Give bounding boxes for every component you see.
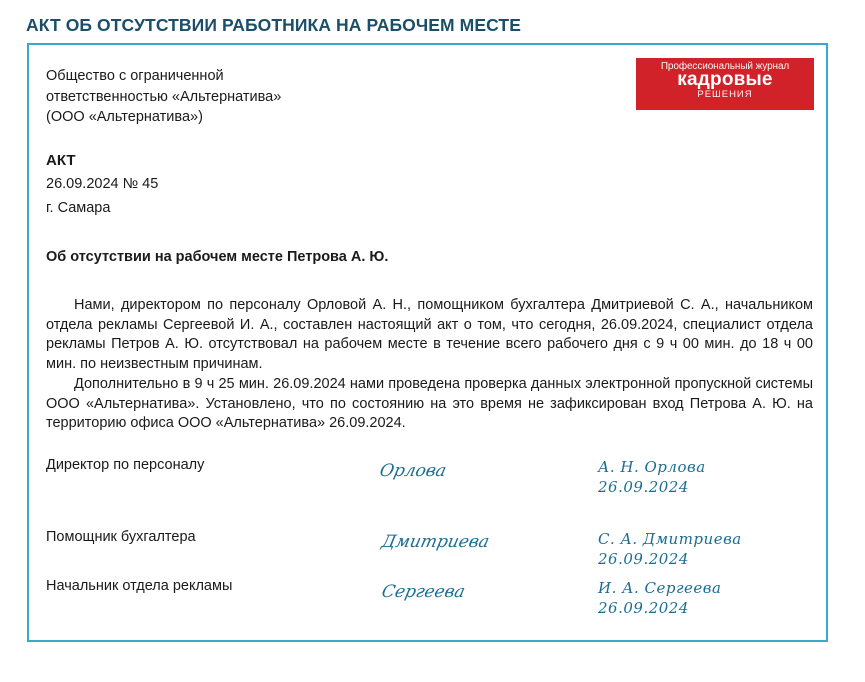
logo-title: кадровые bbox=[677, 69, 773, 90]
organization-line: (ООО «Альтернатива») bbox=[46, 109, 203, 125]
document-city: г. Самара bbox=[46, 200, 111, 216]
signer-role: Директор по персоналу bbox=[46, 457, 205, 473]
organization-block bbox=[46, 66, 281, 128]
logo-tagline: Профессиональный журнал bbox=[660, 61, 790, 72]
organization-line: Общество с ограниченной bbox=[46, 68, 224, 84]
signer-decoding bbox=[598, 529, 742, 569]
page-heading: АКТ ОБ ОТСУТСТВИИ РАБОТНИКА НА РАБОЧЕМ МЕСТЕ bbox=[26, 15, 521, 35]
signer-decoding bbox=[598, 457, 706, 497]
handwritten-signature: Сергеева bbox=[379, 582, 467, 602]
logo-subtitle: РЕШЕНИЯ bbox=[697, 89, 753, 100]
signer-name: И. А. Сергеева bbox=[598, 579, 722, 597]
signer-name: А. Н. Орлова bbox=[598, 458, 706, 476]
document-date-number: 26.09.2024 № 45 bbox=[46, 176, 159, 192]
handwritten-signature: Орлова bbox=[377, 461, 449, 481]
signature-date: 26.09.2024 bbox=[598, 550, 689, 568]
signer-decoding bbox=[598, 578, 721, 618]
organization-line: ответственностью «Альтернатива» bbox=[46, 88, 282, 105]
document-type: АКТ bbox=[46, 152, 76, 169]
body-paragraph: Дополнительно в 9 ч 25 мин. 26.09.2024 нами проведена проверка данных электронной пропускной системы ООО «Альтернатива». Установлено, что по состоянию на это время не зафиксирован вход Петрова А. Ю. на территорию офиса ООО «Альтернатива» 26.09.2024. bbox=[46, 375, 813, 432]
signer-role: Помощник бухгалтера bbox=[46, 529, 196, 545]
handwritten-signature: Дмитриева bbox=[379, 532, 492, 552]
signer-role: Начальник отдела рекламы bbox=[46, 578, 233, 594]
signer-name: С. А. Дмитриева bbox=[598, 530, 742, 548]
body-paragraph: Нами, директором по персоналу Орловой А. Н., помощником бухгалтера Дмитриевой С. А., начальником отдела рекламы Сергеевой И. А., составлен настоящий акт о том, что сегодня, 26.09.2024, специалист отдела рекламы Петров А. Ю. отсутствовал на рабочем месте в течение всего рабочего дня с 9 ч 00 мин. до 18 ч 00 мин. по неизвестным причинам. bbox=[46, 297, 813, 373]
signature-date: 26.09.2024 bbox=[598, 599, 689, 617]
signature-date: 26.09.2024 bbox=[598, 478, 689, 496]
document-subject: Об отсутствии на рабочем месте Петрова А. Ю. bbox=[46, 249, 389, 265]
document-body bbox=[46, 296, 813, 434]
journal-logo bbox=[636, 58, 814, 110]
